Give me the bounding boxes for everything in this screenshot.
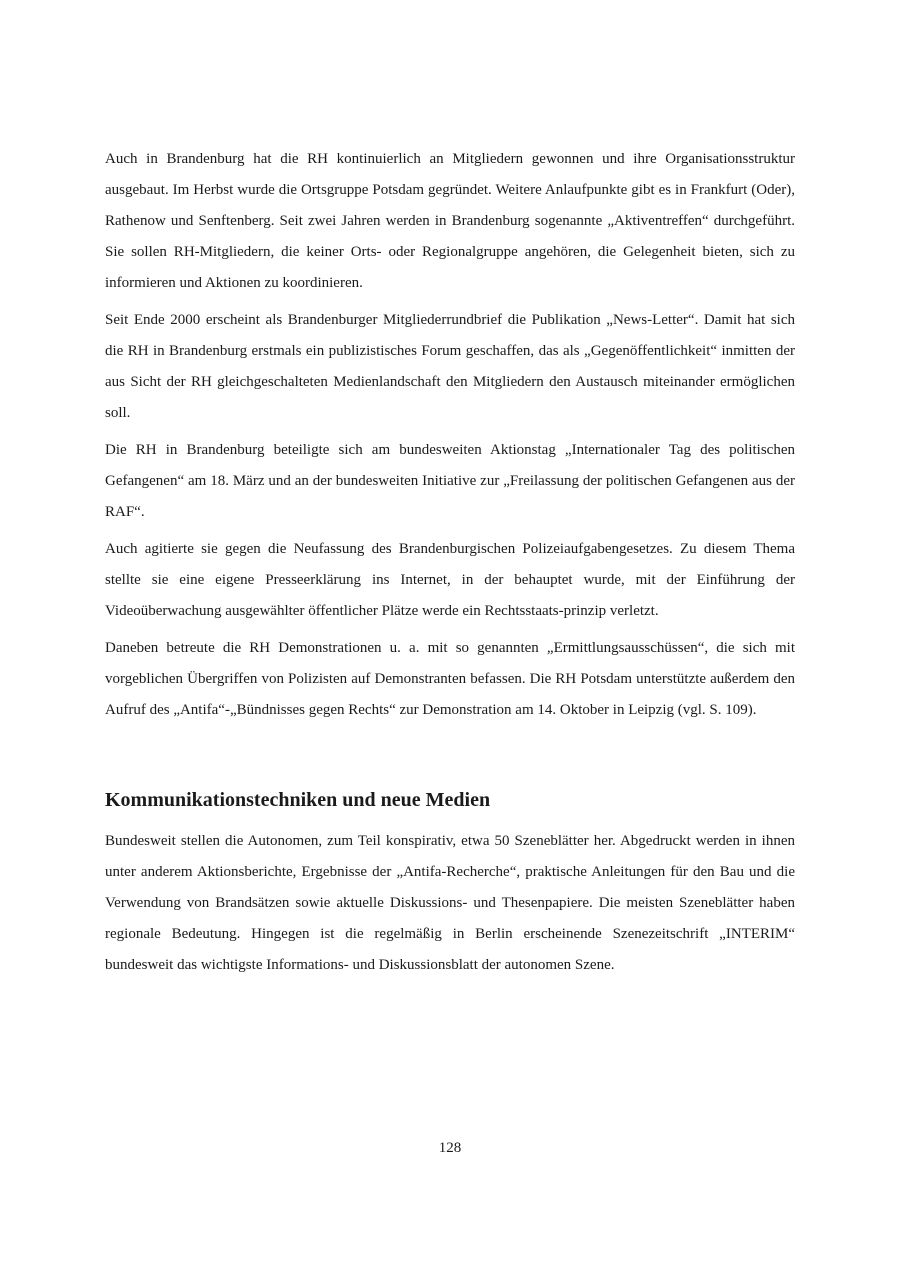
paragraph-demonstrationen: Daneben betreute die RH Demonstrationen u. a. mit so genannten „Ermittlungsausschüssen“, die sich mit vorgeblichen Übergriffen von Polizisten auf Demonstranten befassen. Die RH Potsdam unterstützte außerdem den Aufruf des „Antifa“-„Bündnisses gegen Rechts“ zur Demonstration am 14. Oktober in Leipzig (vgl. S. 109). — [105, 640, 795, 718]
paragraph-szeneblaetter: Bundesweit stellen die Autonomen, zum Teil konspirativ, etwa 50 Szeneblätter her. Abgedruckt werden in ihnen unter anderem Aktionsberichte, Ergebnisse der „Antifa-Recherche“, praktische Anleitungen für den Bau und die Verwendung von Brandsätzen sowie aktuelle Diskussions- und Thesenpapiere. Die meisten Szeneblätter haben regionale Bedeutung. Hingegen ist die regelmäßig in Berlin erscheinende Szenezeitschrift „INTERIM“ bundesweit das wichtigste Informations- und Diskussionsblatt der autonomen Szene. — [105, 833, 795, 973]
paragraph-polizeiaufgabengesetz: Auch agitierte sie gegen die Neufassung des Brandenburgischen Polizeiaufgabengesetzes. Zu diesem Thema stellte sie eine eigene Presseerklärung ins Internet, in der behauptet wurde, mit der Einführung der Videoüberwachung ausgewählter öffentlicher Plätze werde ein Rechtsstaats-prinzip verletzt. — [105, 541, 795, 619]
section-heading: Kommunikationstechniken und neue Medien — [105, 789, 491, 811]
paragraph-news-letter: Seit Ende 2000 erscheint als Brandenburger Mitgliederrundbrief die Publikation „News-Letter“. Damit hat sich die RH in Brandenburg erstmals ein publizistisches Forum geschaffen, das als „Gegenöffentlichkeit“ inmitten der aus Sicht der RH gleichgeschalteten Medienlandschaft den Mitgliedern den Austausch miteinander ermöglichen soll. — [105, 312, 795, 421]
paragraph-rh-brandenburg-growth: Auch in Brandenburg hat die RH kontinuierlich an Mitgliedern gewonnen und ihre Organisationsstruktur ausgebaut. Im Herbst wurde die Ortsgruppe Potsdam gegründet. Weitere Anlaufpunkte gibt es in Frankfurt (Oder), Rathenow und Senftenberg. Seit zwei Jahren werden in Brandenburg sogenannte „Aktiventreffen“ durchgeführt. Sie sollen RH-Mitgliedern, die keiner Orts- oder Regionalgruppe angehören, die Gelegenheit bieten, sich zu informieren und Aktionen zu koordinieren. — [105, 151, 795, 291]
document-body — [105, 144, 795, 987]
page-number: 128 — [438, 1140, 462, 1156]
paragraph-aktionstag: Die RH in Brandenburg beteiligte sich am bundesweiten Aktionstag „Internationaler Tag des politischen Gefangenen“ am 18. März und an der bundesweiten Initiative zur „Freilassung der politischen Gefangenen aus der RAF“. — [105, 442, 795, 520]
